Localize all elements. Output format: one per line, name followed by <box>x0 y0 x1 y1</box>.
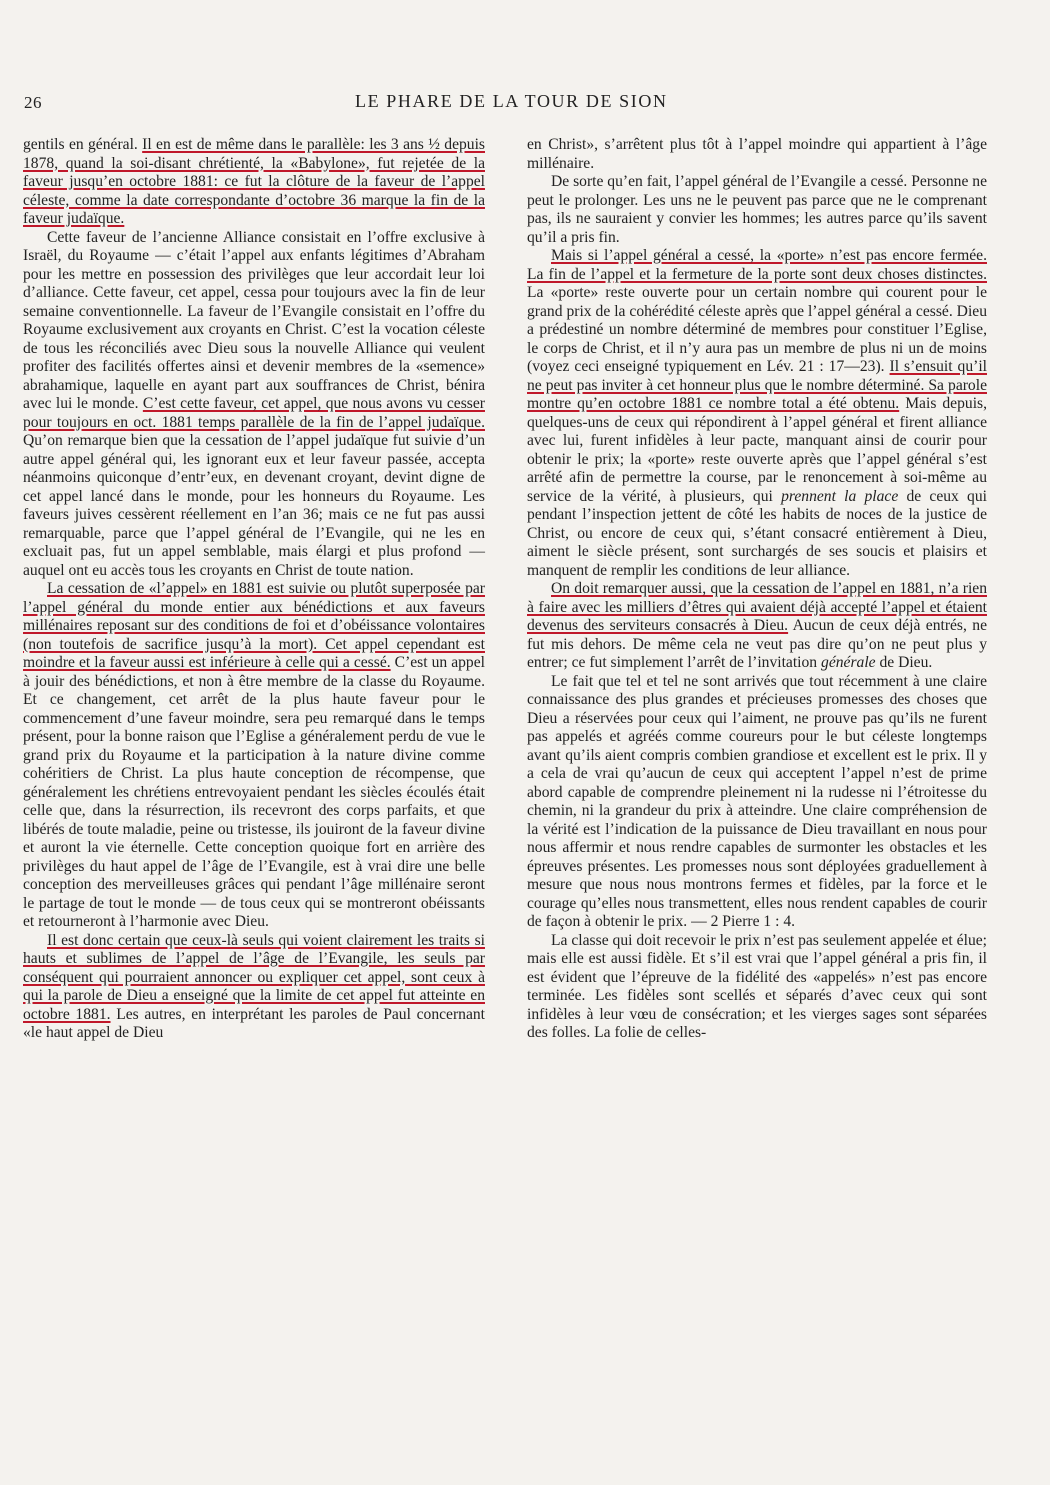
text-run: Mais depuis, quelques-uns de ceux qui répondirent à l’appel général et firent alliance avec lui, furent infidèles à leur pacte, manquant ainsi de courir pour obtenir le prix; la «porte» reste ouverte après que l’appel général s’est arrêté afin de permettre la course, par le renoncement à soi-même au service de la vérité, à plusieurs, qui <box>527 395 987 505</box>
paragraph <box>23 932 485 1043</box>
underlined-passage: C’est cette faveur, cet appel, que nous avons vu cesser pour toujours en oct. 1881 temps parallèle de la fin de l’appel judaïque. <box>23 395 485 431</box>
paragraph <box>23 580 485 932</box>
text-run: de ceux qui pendant l’inspection jettent de côté les habits de noces de la justice de Christ, ou encore de ceux qui, s’étant consacré entièrement à Dieu, aiment le siècle présent, sont surchargés de ses soucis et plaisirs et manquent de remplir les conditions de leur alliance. <box>527 487 987 579</box>
paragraph <box>527 932 987 1043</box>
underlined-passage: Il s’ensuit qu’il ne peut pas inviter à cet honneur plus que le nombre déterminé. Sa parole montre qu’en octobre 1881 ce nombre total a été obtenu. <box>527 358 987 412</box>
underlined-passage: On doit remarquer aussi, que la cessation de l’appel en 1881, n’a rien à faire avec les milliers d’êtres qui avaient déjà accepté l’appel et étaient devenus des serviteurs consacrés à Dieu. <box>527 580 987 634</box>
text-run: Cette faveur de l’ancienne Alliance consistait en l’offre exclusive à Israël, du Royaume — c’était l’appel aux enfants légitimes d’Abraham pour les mettre en possession des privilèges que leur accordait leur loi d’alliance. Cette faveur, cet appel, cessa pour toujours avec la fin de leur semaine conventionnelle. La faveur de l’Evangile consistait en l’offre du Royaume exclusivement aux croyants en Christ. C’est la vocation céleste de tous les réconciliés avec Dieu sous la nouvelle Alliance qui veulent profiter des facilités offertes ainsi et devenir membres de la «semence» abrahamique, laquelle en ayant part aux souffrances de Christ, bénira avec lui le monde. <box>23 228 485 412</box>
text-run: gentils en général. <box>23 136 143 153</box>
text-run: La «porte» reste ouverte pour un certain nombre qui courent pour le grand prix de la cohérédité céleste après que l’appel général a cessé. Dieu a prédestiné un nombre déterminé de membres pour constituer l’Eglise, le corps de Christ, et il n’y aura pas un membre de plus ni un de moins (voyez ceci enseigné typiquement en Lév. 21 : 17—23). <box>527 284 987 375</box>
text-run: Le fait que tel et tel ne sont arrivés que tout récemment à une claire connaissance des plus grandes et précieuses promesses des choses que Dieu a réservées pour ceux qui l’aiment, ne prouve pas qu’ils ne furent pas appelés et agréés comme coureurs pour le but céleste longtemps avant qu’ils aient compris combien grandiose et excellent est le prix. Il y a cela de vrai qu’aucun de ceux qui acceptent l’appel n’est de prime abord capable de comprendre pleinement ni la rudesse ni l’étroitesse du chemin, ni la grandeur du prix à atteindre. Une claire compréhension de la vérité est l’indication de la puissance de Dieu travaillant en nous pour nous affermir et nous rendre capables de surmonter les obstacles et les épreuves présentes. Les promesses nous sont déployées graduellement à mesure que nous nous montrons fermes et fidèles, par la force et le courage qu’elles nous transmettent, elles nous rendent capables de courir de façon à obtenir le prix. — 2 Pierre 1 : 4. <box>527 672 987 930</box>
page-number: 26 <box>24 93 42 112</box>
paragraph <box>527 247 987 580</box>
paragraph <box>527 580 987 673</box>
text-run: Qu’on remarque bien que la cessation de l’appel judaïque fut suivie d’un autre appel général qui, les ignorant eux et leur faveur passée, accepta néanmoins quiconque d’entr’eux, en devenant croyant, devint digne de cet appel lancé dans le monde, pour les honneurs du Royaume. Les faveurs juives cessèrent réellement en l’an 36; mais ce ne fut pas aussi remarquable, parce que l’appel général de l’Evangile, qui ne les en excluait pas, fut un appel semblable, mais élargi et plus profond — auquel ont eu accès tous les croyants en Christ de toute nation. <box>23 432 485 579</box>
text-run: Aucun de ceux déjà entrés, ne fut mis dehors. De même cela ne veut pas dire qu’on ne peut plus y entrer; ce fut simplement l’arrêt de l’invitation <box>527 617 987 671</box>
text-run: en Christ», s’arrêtent plus tôt à l’appel moindre qui appartient à l’âge millénaire. <box>527 136 987 172</box>
paragraph <box>527 136 987 173</box>
underlined-passage: Mais si l’appel général a cessé, la «porte» n’est pas encore fermée. La fin de l’appel et la fermeture de la porte sont deux choses distinctes. <box>527 247 987 283</box>
text-run: De sorte qu’en fait, l’appel général de l’Evangile a cessé. Personne ne peut le prolonger. Les uns ne le peuvent pas parce que ne le comprenant pas, ils ne sauraient y convier les hommes; les autres parce qu’ils savent qu’il a pris fin. <box>527 173 988 246</box>
italic-run: générale <box>821 654 876 671</box>
paragraph <box>527 173 987 247</box>
right-column <box>527 136 987 1043</box>
text-run: de Dieu. <box>875 654 933 671</box>
underlined-passage: La cessation de «l’appel» en 1881 est suivie ou plutôt superposée par l’appel général du monde entier aux bénédictions et aux faveurs millénaires reposant sur des conditions de foi et d’obéissance volontaires (non toutefois de sacrifice jusqu’à la mort). Cet appel cependant est moindre et la faveur aussi est inférieure à celle qui a cessé. <box>23 580 485 671</box>
italic-run: prennent la place <box>781 487 899 505</box>
text-run: La classe qui doit recevoir le prix n’est pas seulement appelée et élue; mais elle est aussi fidèle. Et s’il est vrai que l’appel général a pris fin, il est évident que l’épreuve de la fidélité des «appelés» n’est pas encore terminée. Les fidèles sont scellés et séparés d’avec ceux qui sont infidèles à leur vœu de consécration; et les vierges sages sont séparées des folles. La folie de celles- <box>527 931 987 1041</box>
text-run: C’est un appel à jouir des bénédictions, et non à être membre de la classe du Royaume. Et ce changement, cet arrêt de la plus haute faveur pour le commencement d’une faveur moindre, sera peu remarqué dans le temps présent, pour la bonne raison que l’Eglise a généralement perdu de vue le grand prix du Royaume et la participation à la nature divine comme cohéritiers de Christ. La plus haute conception de récompense, que généralement les chrétiens entrevoyaient pendant les siècles écoulés était celle que, dans la résurrection, ils recevront des corps parfaits, et que libérés de toute maladie, peine ou tristesse, ils jouiront de la faveur divine et auront la vie éternelle. Cette conception quoique fort en arrière des privilèges du haut appel de l’âge de l’Evangile, est à vrai dire une belle conception des merveilleuses grâces qui pendant l’âge millénaire seront le partage de tout le monde — de tous ceux qui se montreront obéissants et retourneront à l’harmonie avec Dieu. <box>23 654 485 930</box>
paragraph <box>23 229 485 581</box>
page-header <box>0 91 1050 117</box>
text-run: Les autres, en interprétant les paroles de Paul concernant «le haut appel de Dieu <box>23 1005 486 1041</box>
underlined-passage: Il est donc certain que ceux-là seuls qui voient clairement les traits si hauts et sublimes de l’appel de l’âge de l’Evangile, les seuls par conséquent qui pourraient annoncer ou expliquer cet appel, sont ceux à qui la parole de Dieu a enseigné que la limite de cet appel fut atteinte en octobre 1881. <box>23 931 485 1023</box>
running-title: LE PHARE DE LA TOUR DE SION <box>355 91 668 111</box>
paragraph <box>23 136 485 229</box>
paragraph <box>527 673 987 932</box>
underlined-passage: Il en est de même dans le parallèle: les 3 ans ½ depuis 1878, quand la soi-disant chrétienté, la «Babylone», fut rejetée de la faveur jusqu’en octobre 1881: ce fut la clôture de la faveur de l’appel céleste, comme la date correspondante d’octobre 36 marque la fin de la faveur judaïque. <box>23 136 485 227</box>
left-column <box>23 136 485 1043</box>
